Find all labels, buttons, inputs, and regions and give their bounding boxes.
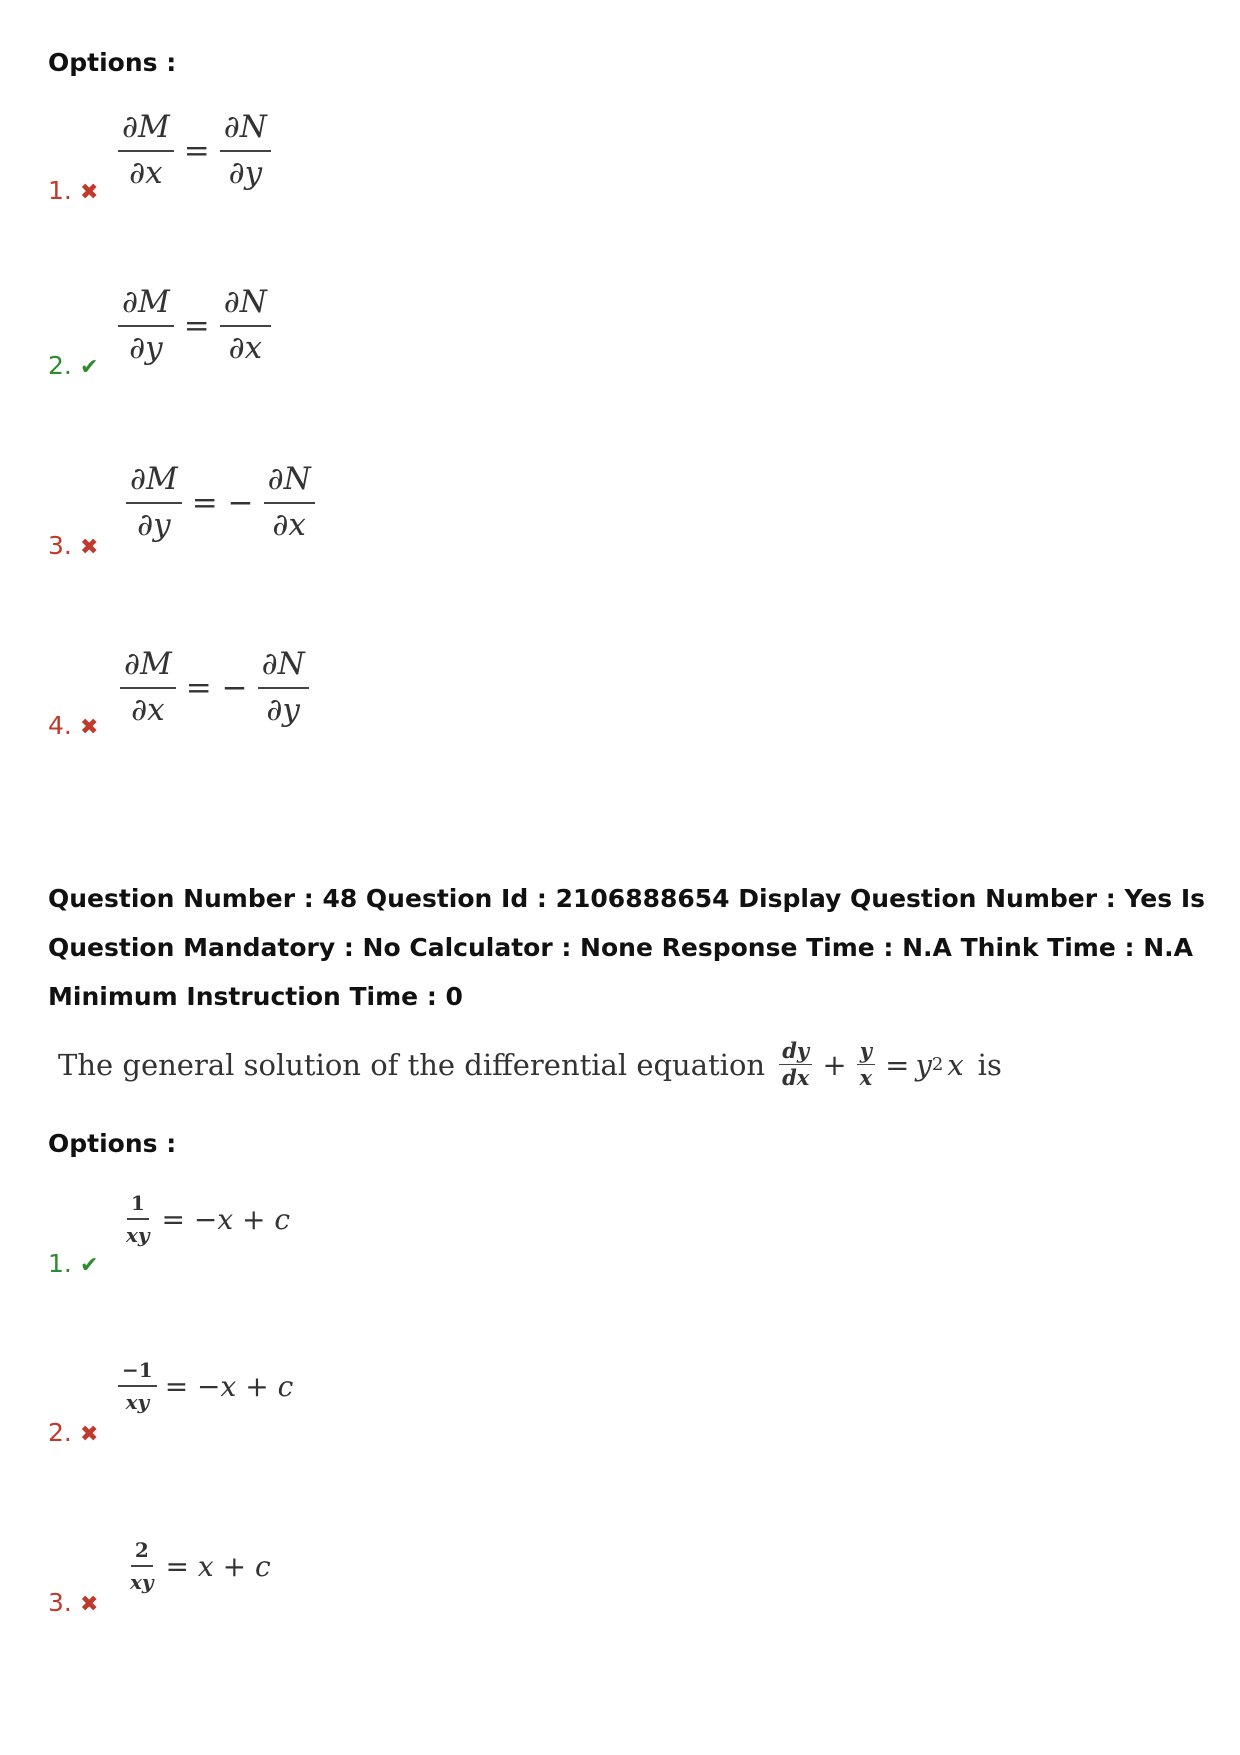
option-label: 1. ✖	[48, 176, 99, 205]
option-label: 3. ✖	[48, 531, 99, 560]
option-formula: $\frac{\partial M}{\partial x}$ = − $\frac{\partial N}{\partial y}$	[116, 647, 313, 728]
question-fraction: $\frac{y}{x}$	[857, 1040, 876, 1089]
option-formula: $\frac{\partial M}{\partial x}$ = $\frac{\partial N}{\partial y}$	[114, 110, 275, 191]
option-label: 4. ✖	[48, 711, 99, 740]
option-formula: $\frac{1}{xy}$ = −x + c	[126, 1191, 291, 1247]
option-label: 1. ✔	[48, 1249, 99, 1278]
option-label: 3. ✖	[48, 1588, 99, 1617]
options-heading: Options :	[48, 1129, 177, 1158]
option-formula: $\frac{-1}{xy}$ = −x + c	[114, 1359, 293, 1413]
wrong-mark-icon: ✖	[80, 180, 99, 205]
question-text: The general solution of the differential equation $\frac{dy}{dx}$ + $\frac{y}{x}$ = y 2 x is	[58, 1038, 1002, 1091]
option-formula: $\frac{\partial M}{\partial y}$ = − $\frac{\partial N}{\partial x}$	[122, 462, 319, 543]
question-prefix: The general solution of the differential equation	[58, 1047, 766, 1082]
option-formula: $\frac{2}{xy}$ = x + c	[130, 1538, 271, 1594]
correct-mark-icon: ✔	[80, 1253, 99, 1278]
correct-mark-icon: ✔	[80, 355, 99, 380]
wrong-mark-icon: ✖	[80, 1422, 99, 1447]
option-label: 2. ✔	[48, 351, 99, 380]
question-fraction: $\frac{dy}{dx}$	[779, 1040, 812, 1089]
option-formula: $\frac{\partial M}{\partial y}$ = $\frac{\partial N}{\partial x}$	[114, 285, 275, 366]
wrong-mark-icon: ✖	[80, 535, 99, 560]
wrong-mark-icon: ✖	[80, 1592, 99, 1617]
wrong-mark-icon: ✖	[80, 715, 99, 740]
options-heading: Options :	[48, 48, 177, 77]
question-meta: Question Number : 48 Question Id : 2106888654 Display Question Number : Yes Is Question Mandatory : No Calculator : None Response Time : N.A Think Time : N.A Minimum Instruction Time : 0	[48, 884, 1206, 1011]
option-label: 2. ✖	[48, 1418, 99, 1447]
